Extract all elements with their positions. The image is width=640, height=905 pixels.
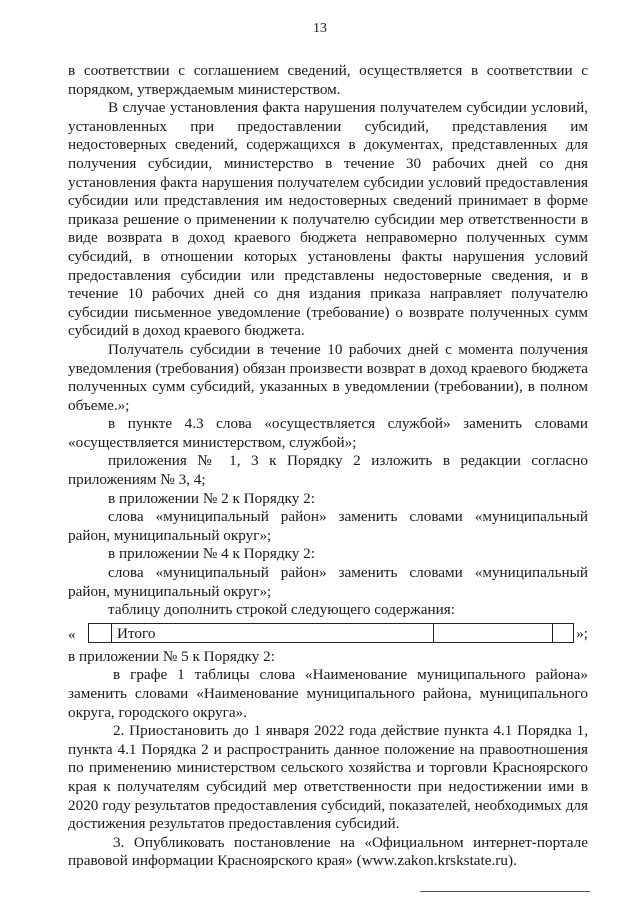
paragraph-5: приложения № 1, 3 к Порядку 2 изложить в редакции согласно приложениям № 3, 4; (68, 452, 588, 489)
paragraph-12: в графе 1 таблицы слова «Наименование муниципального района» заменить словами «Наименование муниципального района, муниципального округа, городского округа». (68, 666, 588, 721)
table-cell-empty-1 (89, 624, 112, 642)
paragraph-3: Получатель субсидии в течение 10 рабочих дней с момента получения уведомления (требования) обязан произвести возврат в доход краевого бюджета полученных сумм субсидий, указанных в уведомлении (требовании), в полном объеме.»; (68, 340, 588, 414)
table-row-insert (68, 623, 588, 647)
paragraph-13: 2. Приостановить до 1 января 2022 года действие пункта 4.1 Порядка 1, пункта 4.1 Порядка 2 и распространить данное положение на правоотношения по применению министерством сельского хозяйства и торговли Красноярского края к получателям субсидий мер ответственности при недостижении ими в 2020 году результатов предоставления субсидий, показателей, необходимых для достижения результатов предоставления субсидий. (68, 722, 588, 833)
table-cell-empty-3 (553, 624, 573, 642)
footer-rule (420, 891, 590, 892)
open-quote: « (68, 625, 76, 643)
document-body (68, 62, 588, 871)
close-quote: »; (576, 624, 588, 642)
paragraph-11: в приложении № 5 к Порядку 2: (68, 647, 275, 665)
paragraph-8: в приложении № 4 к Порядку 2: (108, 545, 315, 563)
table-row (88, 623, 574, 643)
paragraph-1: в соответствии с соглашением сведений, осуществляется в соответствии с порядком, утверждаемым министерством. (68, 62, 588, 98)
table-cell-total: Итого (112, 624, 434, 642)
paragraph-4: в пункте 4.3 слова «осуществляется службой» заменить словами «осуществляется министерством, службой»; (68, 415, 588, 451)
paragraph-9: слова «муниципальный район» заменить словами «муниципальный район, муниципальный округ»; (68, 564, 588, 600)
paragraph-6: в приложении № 2 к Порядку 2: (108, 489, 315, 507)
table-cell-empty-2 (434, 624, 553, 642)
paragraph-7: слова «муниципальный район» заменить словами «муниципальный район, муниципальный округ»; (68, 508, 588, 544)
paragraph-2: В случае установления факта нарушения получателем субсидии условий, установленных при предоставлении субсидий, представления им недостоверных сведений, содержащихся в документах, представленных для получения субсидии, министерство в течение 30 рабочих дней со дня установления факта нарушения получателем субсидии условий предоставления субсидии или представления им недостоверных сведений принимает в форме приказа решение о применении к получателю субсидии мер ответственности в виде возврата в доход краевого бюджета неправомерно полученных сумм субсидий, в отношении которых установлены факты нарушения условий предоставления субсидии или представлены недостоверные сведения, и в течение 10 рабочих дней со дня издания приказа направляет получателю субсидии письменное уведомление (требование) о возврате полученных сумм субсидий в доход краевого бюджета. (68, 99, 588, 340)
page-number: 13 (313, 21, 327, 36)
paragraph-14: 3. Опубликовать постановление на «Официальном интернет-портале правовой информации Красноярского края» (www.zakon.krskstate.ru). (68, 833, 588, 870)
paragraph-10: таблицу дополнить строкой следующего содержания: (108, 601, 455, 619)
